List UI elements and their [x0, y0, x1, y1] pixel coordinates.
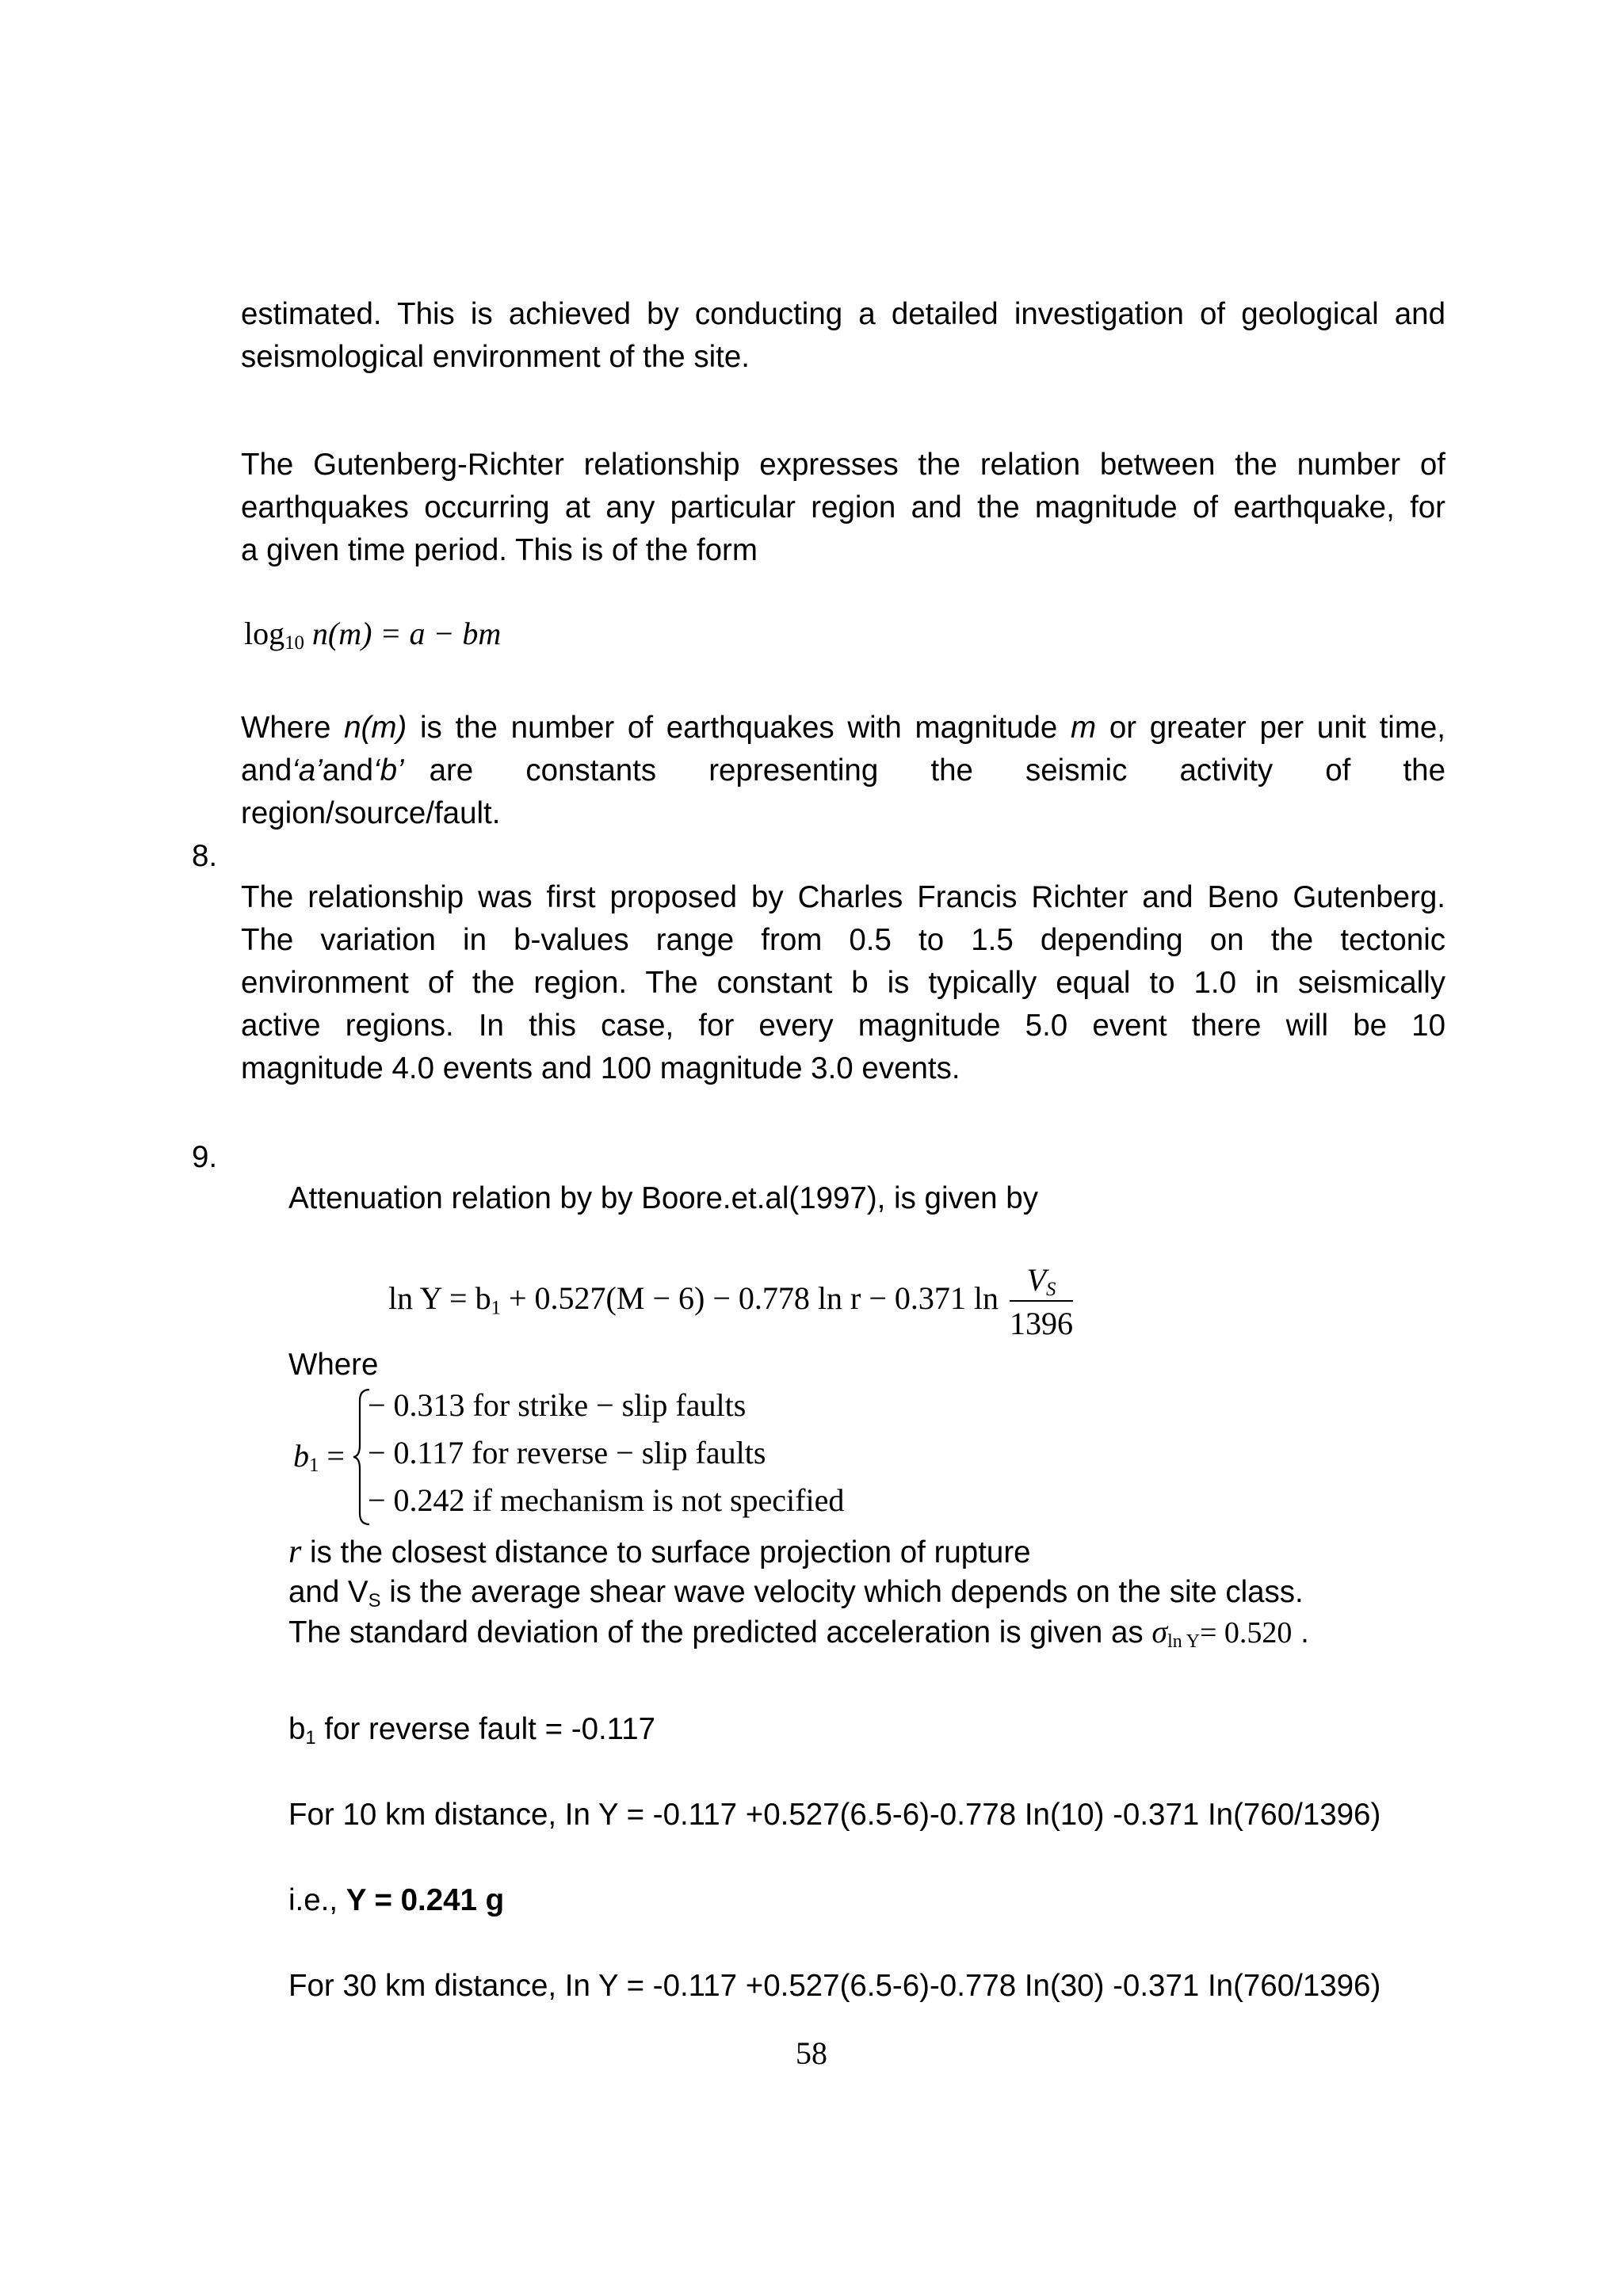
- subscript: S: [368, 1589, 381, 1611]
- result-value: Y = 0.241 g: [346, 1883, 505, 1917]
- fraction-denominator: 1396: [1010, 1306, 1073, 1341]
- page-number: 58: [796, 2035, 827, 2071]
- text-line: region/source/fault.: [241, 796, 501, 830]
- text: is the closest distance to surface projection of rupture: [301, 1535, 1031, 1569]
- result-10km: [288, 1879, 504, 1922]
- equation-rhs: + 0.527(M − 6) − 0.778 ln r − 0.371 ln: [501, 1280, 999, 1317]
- b1-label: [293, 1437, 345, 1477]
- text: i.e.,: [288, 1883, 346, 1917]
- text: b: [288, 1712, 306, 1746]
- paragraph-continuation: [241, 293, 1445, 379]
- text-line: a given time period. This is of the form: [241, 533, 758, 567]
- item-number-9: 9.: [192, 1140, 218, 1174]
- b1-piecewise: [293, 1386, 927, 1529]
- text-line: estimated. This is achieved by conducting a detailed investigation of geological and: [241, 297, 1445, 331]
- gr-where-paragraph: [241, 707, 1445, 835]
- text: .: [1292, 1615, 1309, 1650]
- text: b: [293, 1438, 309, 1474]
- r-symbol: r: [288, 1534, 302, 1570]
- subscript: S: [1046, 1279, 1056, 1301]
- attenuation-intro: Attenuation relation by by Boore.et.al(1997), is given by: [288, 1181, 1038, 1215]
- nm-term: n(m): [344, 711, 407, 745]
- text-line: [241, 749, 1445, 792]
- text: =: [319, 1438, 345, 1474]
- b1-case-reverse-slip: − 0.117 for reverse − slip faults: [368, 1435, 766, 1470]
- text: for reverse fault = -0.117: [315, 1712, 656, 1746]
- text-line: The variation in b-values range from 0.5 to 1.5 depending on the tectonic: [241, 923, 1445, 957]
- text: is the number of earthquakes with magnitude: [407, 711, 1071, 745]
- calc-30km: For 30 km distance, In Y = -0.117 +0.527(6.5-6)-0.778 In(30) -0.371 In(760/1396): [288, 1969, 1381, 2003]
- where-label: Where: [288, 1348, 379, 1382]
- text: and V: [288, 1575, 369, 1609]
- subscript: 1: [309, 1455, 319, 1477]
- sigma-symbol: σ: [1151, 1614, 1168, 1650]
- m-term: m: [1071, 711, 1097, 745]
- text: are constants representing the seismic activity of the: [429, 753, 1445, 788]
- text-line: The Gutenberg-Richter relationship expresses the relation between the number of: [241, 448, 1445, 482]
- gr-equation: [244, 615, 501, 652]
- text-line: [288, 1532, 1477, 1573]
- subscript: ln Y: [1167, 1630, 1200, 1652]
- text: and: [241, 753, 292, 788]
- calc-10km: For 10 km distance, In Y = -0.117 +0.527(6.5-6)-0.778 In(10) -0.371 In(760/1396): [288, 1798, 1381, 1832]
- attenuation-definitions: [288, 1532, 1477, 1653]
- text: V: [1026, 1262, 1047, 1298]
- text-line: [288, 1612, 1477, 1653]
- text: is the average shear wave velocity which depends on the site class.: [380, 1575, 1304, 1609]
- subscript: 1: [491, 1297, 501, 1319]
- text-line: earthquakes occurring at any particular region and the magnitude of earthquake, for: [241, 490, 1445, 524]
- text: and: [322, 753, 374, 788]
- gr-history-paragraph: [241, 876, 1445, 1090]
- b1-case-strike-slip: − 0.313 for strike − slip faults: [368, 1387, 747, 1423]
- text-line: [241, 707, 1445, 749]
- text: or greater per unit time,: [1096, 711, 1446, 745]
- b-term: ‘b’: [373, 753, 404, 788]
- gr-intro-paragraph: [241, 444, 1445, 572]
- b1-reverse-line: [288, 1708, 655, 1751]
- gr-equation-body: n(m) = a − bm: [311, 616, 502, 651]
- log-base: 10: [285, 632, 304, 654]
- vs-fraction: [1010, 1261, 1073, 1342]
- text-line: The relationship was first proposed by Charles Francis Richter and Beno Gutenberg.: [241, 880, 1445, 914]
- item-number-8: 8.: [192, 839, 218, 873]
- a-term: ‘a’: [292, 753, 323, 788]
- fraction-numerator: [1010, 1261, 1073, 1302]
- text: Where: [241, 711, 345, 745]
- log-text: log: [244, 616, 285, 651]
- attenuation-equation: [388, 1261, 1073, 1342]
- text-line: active regions. In this case, for every magnitude 5.0 event there will be 10: [241, 1009, 1445, 1043]
- text-line: [288, 1573, 1477, 1612]
- text-line: magnitude 4.0 events and 100 magnitude 3.0 events.: [241, 1051, 960, 1085]
- sd-value: = 0.520: [1199, 1616, 1293, 1650]
- text: The standard deviation of the predicted acceleration is given as: [288, 1615, 1152, 1650]
- text-line: seismological environment of the site.: [241, 340, 750, 374]
- equation-lhs: ln Y = b: [388, 1280, 491, 1317]
- text-line: environment of the region. The constant b is typically equal to 1.0 in seismically: [241, 966, 1445, 1000]
- b1-case-unspecified: − 0.242 if mechanism is not specified: [368, 1482, 845, 1518]
- subscript: 1: [305, 1726, 316, 1749]
